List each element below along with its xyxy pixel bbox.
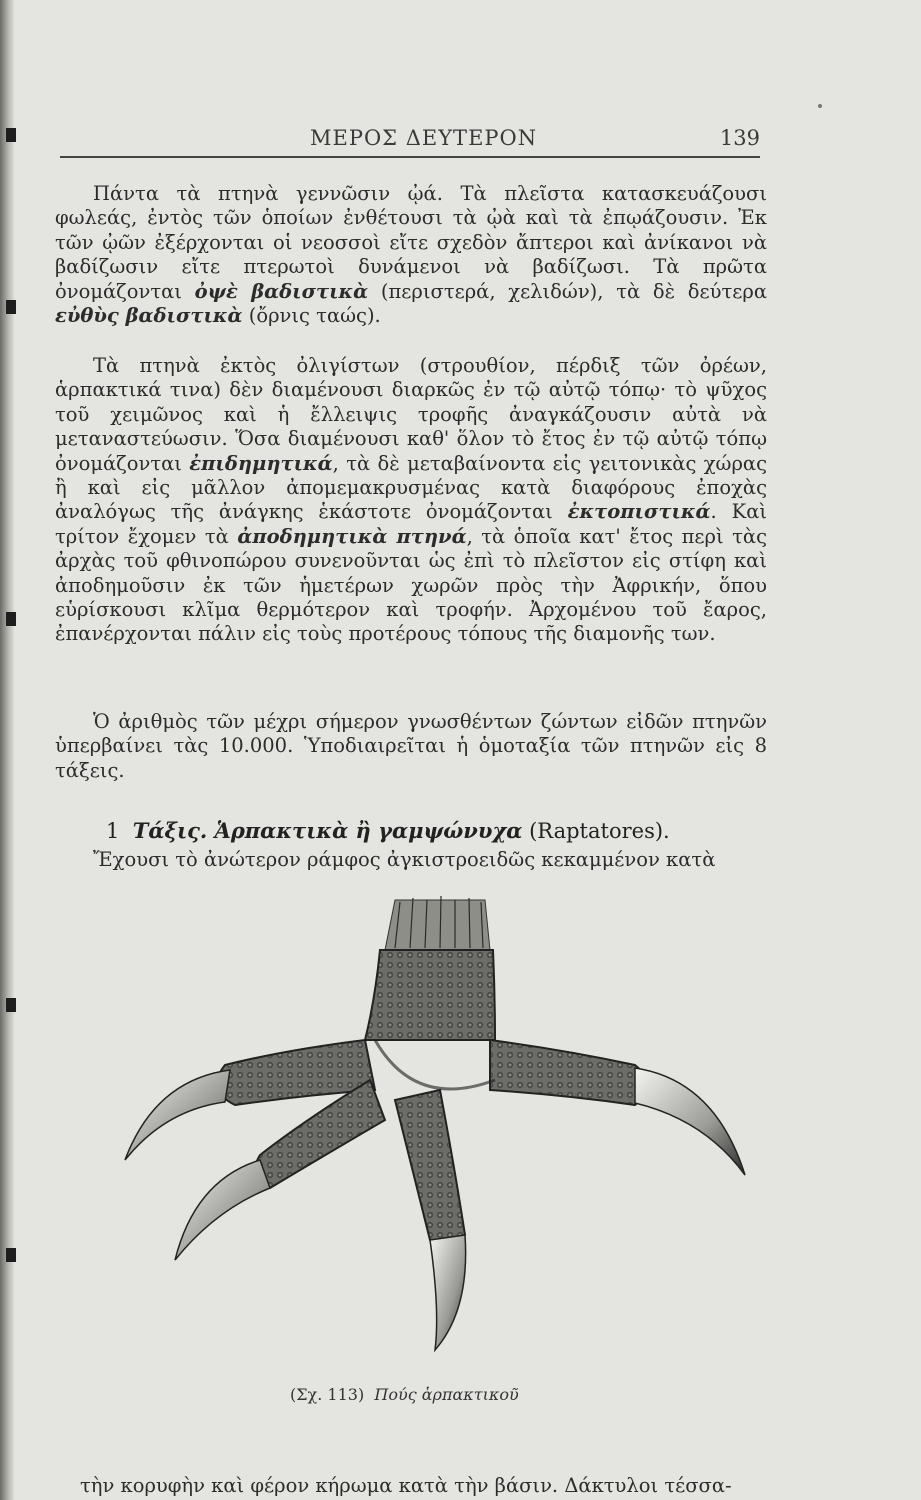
binding-mark xyxy=(6,998,16,1012)
binding-mark xyxy=(6,128,16,142)
caption-number: (Σχ. 113) xyxy=(290,1385,365,1404)
text-run: , τὰ δὲ μεταβαίνοντα εἰς γειτονικὰς χώρας ἢ καὶ εἰς μᾶλλον ἀπομεμακρυσμένας κατὰ διαφόρους ἐποχὰς ἀναλόγως τῆς ἀνάγκης ἑκάστοτε ὀνομάζονται xyxy=(55,451,768,524)
paragraph-continuation: τὴν κορυφὴν καὶ φέρον κήρωμα κατὰ τὴν βάσιν. Δάκτυλοι τέσσα- xyxy=(80,1474,732,1497)
text-run: , τὰ ὁποῖα κατ' ἔτος περὶ τὰς ἀρχὰς τοῦ φθινοπώρου συνενοῦνται ὡς ἐπὶ τὸ πλεῖστον εἰς στίφη καὶ ἀποδημοῦσιν ἐκ τῶν ἡμετέρων χωρῶν πρὸς τὴν Ἀφρικήν, ὅπου εὑρίσκουσι κλῖμα θερμότερον καὶ τροφήν. Ἀρχομένου τοῦ ἔαρος, ἐπανέρχονται πάλιν εἰς τοὺς προτέρους τόπους τῆς διαμονῆς των. xyxy=(55,524,767,646)
section-latin-name: (Raptatores). xyxy=(529,819,670,843)
page-number: 139 xyxy=(719,126,760,150)
raptor-foot-illustration xyxy=(95,890,775,1360)
binding-mark xyxy=(6,300,16,314)
paragraph-raptors: Ἔχουσι τὸ ἀνώτερον ράμφος ἀγκιστροειδῶς κεκαμμένον κατὰ xyxy=(93,848,716,871)
section-number: 1 xyxy=(106,819,120,843)
text-run: Πάντα τὰ πτηνὰ γεννῶσιν ᾠά. Τὰ πλεῖστα κατασκευάζουσι φωλεάς, ἐντὸς τῶν ὁποίων ἐνθέτουσι τὰ ᾠὰ καὶ τὰ ἐπῳάζουσιν. Ἐκ τῶν ᾠῶν ἐξέρχονται οἱ νεοσσοὶ εἴτε σχεδὸν ἄπτεροι καὶ ἀνίκανοι νὰ βαδίζωσιν εἴτε πτερωτοὶ δυνάμενοι νὰ βαδίζωσι. Τὰ πρῶτα ὀνομάζονται xyxy=(55,182,767,303)
caption-title: Πούς ἁρπακτικοῦ xyxy=(374,1385,519,1404)
section-heading xyxy=(106,818,670,843)
section-title: Τάξις. Ἁρπακτικὰ ἢ γαμψώνυχα xyxy=(132,818,523,843)
figure-caption xyxy=(290,1385,519,1404)
term-resident: ἐπιδημητικά xyxy=(189,451,333,475)
term-early-walkers: εὐθὺς βαδιστικὰ xyxy=(55,304,243,328)
page-binding-edge xyxy=(0,0,14,1500)
paragraph-migration xyxy=(55,354,767,647)
binding-mark xyxy=(6,612,16,626)
text-run: (περιστερά, χελιδών), τὰ δὲ δεύτερα xyxy=(368,279,768,303)
text-run: Τὰ πτηνὰ ἐκτὸς ὀλιγίστων (στρουθίον, πέρδιξ τῶν ὀρέων, ἁρπακτικά τινα) δὲν διαμένουσι διαρκῶς ἐν τῷ αὐτῷ τόπῳ· τὸ ψῦχος τοῦ χειμῶνος καὶ ἡ ἔλλειψις τροφῆς ἀναγκάζουσιν αὐτὰ νὰ μεταναστεύωσιν. Ὅσα διαμένουσι καθ' ὅλον τὸ ἔτος ἐν τῷ αὐτῷ τόπῳ ὀνομάζονται xyxy=(55,354,767,475)
term-late-walkers: ὀψὲ βαδιστικὰ xyxy=(194,279,369,303)
term-migratory: ἀποδημητικὰ πτηνά xyxy=(237,524,467,548)
text-run: (ὄρνις ταώς). xyxy=(242,304,381,328)
binding-mark xyxy=(6,1248,16,1262)
paragraph-eggs xyxy=(55,182,767,328)
paragraph-species-count: Ὁ ἀριθμὸς τῶν μέχρι σήμερον γνωσθέντων ζώντων εἰδῶν πτηνῶν ὑπερβαίνει τὰς 10.000. Ὑποδιαιρεῖται ἡ ὁμοταξία τῶν πτηνῶν εἰς 8 τάξεις. xyxy=(55,710,767,782)
text-run: . Καὶ τρίτον ἔχομεν τὰ xyxy=(55,500,768,548)
running-header xyxy=(60,120,760,158)
term-displaced: ἐκτοπιστικά xyxy=(567,500,711,524)
paper-speck xyxy=(818,104,822,108)
header-title: ΜΕΡΟΣ ΔΕΥΤΕΡΟΝ xyxy=(310,126,538,150)
